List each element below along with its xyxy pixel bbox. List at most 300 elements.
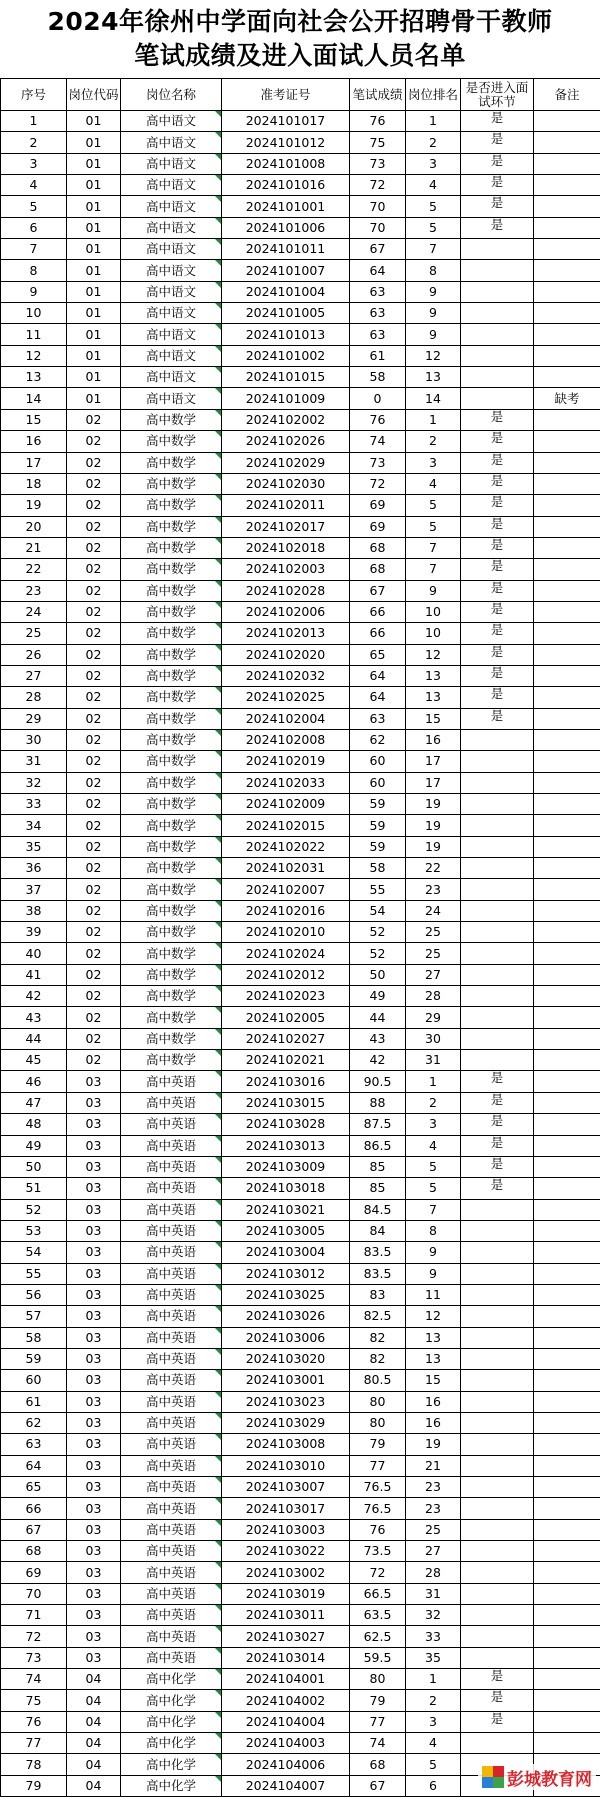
cell-rank: 31 bbox=[406, 1583, 461, 1604]
cell-interview: 是 bbox=[461, 217, 534, 238]
cell-remark bbox=[534, 1135, 600, 1156]
cell-exam-id: 2024104004 bbox=[222, 1711, 350, 1732]
cell-post-name: 高中数学 bbox=[121, 794, 222, 815]
cell-remark bbox=[534, 1284, 600, 1305]
cell-seq: 39 bbox=[1, 922, 67, 943]
cell-remark bbox=[534, 751, 600, 772]
cell-seq: 11 bbox=[1, 324, 67, 345]
cell-exam-id: 2024102007 bbox=[222, 879, 350, 900]
cell-seq: 63 bbox=[1, 1434, 67, 1455]
cell-remark bbox=[534, 665, 600, 686]
table-row bbox=[1, 495, 600, 516]
table-row bbox=[1, 111, 600, 132]
cell-seq: 50 bbox=[1, 1156, 67, 1177]
cell-seq: 37 bbox=[1, 879, 67, 900]
cell-post-code: 03 bbox=[67, 1220, 121, 1241]
cell-interview: 是 bbox=[461, 580, 534, 601]
cell-rank: 5 bbox=[406, 1178, 461, 1199]
table-row bbox=[1, 1370, 600, 1391]
cell-score: 76 bbox=[350, 1519, 406, 1540]
cell-remark bbox=[534, 964, 600, 985]
cell-post-name: 高中英语 bbox=[121, 1348, 222, 1369]
cell-rank: 9 bbox=[406, 1263, 461, 1284]
cell-post-name: 高中数学 bbox=[121, 601, 222, 622]
cell-exam-id: 2024102016 bbox=[222, 900, 350, 921]
cell-interview bbox=[461, 1391, 534, 1412]
header-exam-id: 准考证号 bbox=[222, 79, 350, 111]
cell-interview: 是 bbox=[461, 1690, 534, 1711]
header-score: 笔试成绩 bbox=[350, 79, 406, 111]
cell-seq: 69 bbox=[1, 1562, 67, 1583]
cell-seq: 25 bbox=[1, 623, 67, 644]
cell-post-code: 03 bbox=[67, 1583, 121, 1604]
cell-interview bbox=[461, 367, 534, 388]
table-row bbox=[1, 964, 600, 985]
cell-exam-id: 2024102031 bbox=[222, 858, 350, 879]
cell-seq: 75 bbox=[1, 1690, 67, 1711]
cell-post-code: 03 bbox=[67, 1178, 121, 1199]
cell-post-name: 高中英语 bbox=[121, 1178, 222, 1199]
cell-interview bbox=[461, 1498, 534, 1519]
cell-post-code: 01 bbox=[67, 217, 121, 238]
cell-exam-id: 2024101006 bbox=[222, 217, 350, 238]
cell-post-code: 02 bbox=[67, 431, 121, 452]
cell-remark bbox=[534, 1733, 600, 1754]
cell-rank: 13 bbox=[406, 687, 461, 708]
cell-interview bbox=[461, 858, 534, 879]
cell-score: 52 bbox=[350, 943, 406, 964]
cell-remark bbox=[534, 943, 600, 964]
cell-interview bbox=[461, 324, 534, 345]
cell-post-code: 02 bbox=[67, 964, 121, 985]
cell-post-name: 高中英语 bbox=[121, 1412, 222, 1433]
cell-post-code: 02 bbox=[67, 687, 121, 708]
cell-exam-id: 2024104006 bbox=[222, 1754, 350, 1775]
cell-remark bbox=[534, 1348, 600, 1369]
cell-seq: 4 bbox=[1, 175, 67, 196]
cell-seq: 73 bbox=[1, 1647, 67, 1668]
cell-seq: 6 bbox=[1, 217, 67, 238]
cell-post-code: 03 bbox=[67, 1562, 121, 1583]
cell-remark bbox=[534, 1199, 600, 1220]
cell-seq: 5 bbox=[1, 196, 67, 217]
cell-interview: 是 bbox=[461, 452, 534, 473]
cell-post-code: 04 bbox=[67, 1690, 121, 1711]
cell-remark bbox=[534, 196, 600, 217]
cell-post-name: 高中英语 bbox=[121, 1498, 222, 1519]
cell-rank: 27 bbox=[406, 1541, 461, 1562]
cell-exam-id: 2024102017 bbox=[222, 516, 350, 537]
cell-interview bbox=[461, 303, 534, 324]
cell-rank: 13 bbox=[406, 1327, 461, 1348]
cell-remark bbox=[534, 900, 600, 921]
cell-post-name: 高中数学 bbox=[121, 473, 222, 494]
cell-post-name: 高中数学 bbox=[121, 1007, 222, 1028]
cell-seq: 70 bbox=[1, 1583, 67, 1604]
cell-interview bbox=[461, 986, 534, 1007]
cell-exam-id: 2024104001 bbox=[222, 1669, 350, 1690]
cell-interview bbox=[461, 900, 534, 921]
watermark-text: 彭城教育网 bbox=[507, 1765, 592, 1790]
table-row bbox=[1, 1562, 600, 1583]
page-title-line2: 笔试成绩及进入面试人员名单 bbox=[0, 38, 600, 74]
cell-post-code: 02 bbox=[67, 452, 121, 473]
table-row bbox=[1, 1412, 600, 1433]
cell-seq: 28 bbox=[1, 687, 67, 708]
cell-interview: 是 bbox=[461, 1178, 534, 1199]
cell-exam-id: 2024103023 bbox=[222, 1391, 350, 1412]
cell-seq: 16 bbox=[1, 431, 67, 452]
cell-remark bbox=[534, 794, 600, 815]
table-row bbox=[1, 623, 600, 644]
cell-rank: 9 bbox=[406, 1242, 461, 1263]
cell-post-code: 02 bbox=[67, 900, 121, 921]
cell-remark bbox=[534, 1071, 600, 1092]
cell-interview bbox=[461, 1733, 534, 1754]
cell-score: 76 bbox=[350, 409, 406, 430]
table-row bbox=[1, 345, 600, 366]
cell-interview: 是 bbox=[461, 644, 534, 665]
cell-rank: 25 bbox=[406, 922, 461, 943]
cell-post-code: 02 bbox=[67, 794, 121, 815]
header-seq: 序号 bbox=[1, 79, 67, 111]
cell-exam-id: 2024102021 bbox=[222, 1050, 350, 1071]
cell-seq: 67 bbox=[1, 1519, 67, 1540]
cell-exam-id: 2024103020 bbox=[222, 1348, 350, 1369]
cell-post-name: 高中数学 bbox=[121, 858, 222, 879]
cell-remark bbox=[534, 1605, 600, 1626]
table-row bbox=[1, 1050, 600, 1071]
cell-post-name: 高中数学 bbox=[121, 452, 222, 473]
cell-exam-id: 2024104002 bbox=[222, 1690, 350, 1711]
cell-seq: 24 bbox=[1, 601, 67, 622]
cell-post-name: 高中语文 bbox=[121, 260, 222, 281]
cell-post-code: 03 bbox=[67, 1306, 121, 1327]
cell-post-name: 高中数学 bbox=[121, 431, 222, 452]
cell-remark bbox=[534, 1370, 600, 1391]
cell-interview: 是 bbox=[461, 1669, 534, 1690]
table-row bbox=[1, 1626, 600, 1647]
cell-seq: 10 bbox=[1, 303, 67, 324]
cell-rank: 11 bbox=[406, 1284, 461, 1305]
cell-seq: 44 bbox=[1, 1028, 67, 1049]
cell-post-name: 高中化学 bbox=[121, 1754, 222, 1775]
table-row bbox=[1, 1242, 600, 1263]
cell-post-name: 高中语文 bbox=[121, 239, 222, 260]
cell-post-code: 01 bbox=[67, 132, 121, 153]
cell-remark bbox=[534, 537, 600, 558]
cell-exam-id: 2024101012 bbox=[222, 132, 350, 153]
table-row bbox=[1, 1711, 600, 1732]
cell-interview bbox=[461, 1284, 534, 1305]
cell-exam-id: 2024103007 bbox=[222, 1477, 350, 1498]
table-row bbox=[1, 1135, 600, 1156]
cell-exam-id: 2024102024 bbox=[222, 943, 350, 964]
cell-score: 63 bbox=[350, 303, 406, 324]
cell-rank: 10 bbox=[406, 601, 461, 622]
cell-remark bbox=[534, 1669, 600, 1690]
cell-exam-id: 2024101009 bbox=[222, 388, 350, 409]
cell-exam-id: 2024102019 bbox=[222, 751, 350, 772]
cell-score: 66 bbox=[350, 623, 406, 644]
cell-seq: 48 bbox=[1, 1114, 67, 1135]
cell-post-name: 高中英语 bbox=[121, 1519, 222, 1540]
cell-rank: 13 bbox=[406, 367, 461, 388]
table-row bbox=[1, 1156, 600, 1177]
cell-score: 87.5 bbox=[350, 1114, 406, 1135]
cell-rank: 5 bbox=[406, 1156, 461, 1177]
cell-interview: 是 bbox=[461, 495, 534, 516]
cell-interview bbox=[461, 729, 534, 750]
cell-post-code: 03 bbox=[67, 1434, 121, 1455]
cell-rank: 25 bbox=[406, 943, 461, 964]
cell-remark bbox=[534, 1647, 600, 1668]
cell-post-code: 03 bbox=[67, 1541, 121, 1562]
cell-interview bbox=[461, 1028, 534, 1049]
cell-exam-id: 2024102029 bbox=[222, 452, 350, 473]
cell-rank: 10 bbox=[406, 623, 461, 644]
cell-post-code: 03 bbox=[67, 1071, 121, 1092]
cell-seq: 32 bbox=[1, 772, 67, 793]
cell-remark bbox=[534, 1412, 600, 1433]
cell-exam-id: 2024103012 bbox=[222, 1263, 350, 1284]
cell-exam-id: 2024103026 bbox=[222, 1306, 350, 1327]
table-row bbox=[1, 260, 600, 281]
cell-exam-id: 2024103005 bbox=[222, 1220, 350, 1241]
cell-remark bbox=[534, 1092, 600, 1113]
results-table bbox=[0, 78, 600, 1797]
cell-remark bbox=[534, 601, 600, 622]
cell-post-name: 高中语文 bbox=[121, 388, 222, 409]
table-row bbox=[1, 1669, 600, 1690]
cell-remark bbox=[534, 1220, 600, 1241]
cell-seq: 42 bbox=[1, 986, 67, 1007]
cell-exam-id: 2024102030 bbox=[222, 473, 350, 494]
cell-seq: 54 bbox=[1, 1242, 67, 1263]
cell-post-code: 03 bbox=[67, 1327, 121, 1348]
cell-seq: 15 bbox=[1, 409, 67, 430]
cell-seq: 20 bbox=[1, 516, 67, 537]
cell-post-name: 高中数学 bbox=[121, 879, 222, 900]
cell-post-name: 高中数学 bbox=[121, 986, 222, 1007]
cell-score: 72 bbox=[350, 473, 406, 494]
cell-interview: 是 bbox=[461, 537, 534, 558]
cell-rank: 29 bbox=[406, 1007, 461, 1028]
cell-seq: 51 bbox=[1, 1178, 67, 1199]
cell-rank: 3 bbox=[406, 1711, 461, 1732]
cell-post-code: 03 bbox=[67, 1135, 121, 1156]
table-row bbox=[1, 1348, 600, 1369]
cell-interview bbox=[461, 1434, 534, 1455]
cell-post-name: 高中数学 bbox=[121, 836, 222, 857]
cell-post-name: 高中数学 bbox=[121, 495, 222, 516]
table-row bbox=[1, 601, 600, 622]
table-row bbox=[1, 1605, 600, 1626]
cell-rank: 5 bbox=[406, 516, 461, 537]
cell-interview bbox=[461, 1583, 534, 1604]
table-row bbox=[1, 559, 600, 580]
cell-interview: 是 bbox=[461, 1092, 534, 1113]
cell-score: 73 bbox=[350, 452, 406, 473]
cell-score: 88 bbox=[350, 1092, 406, 1113]
cell-post-name: 高中数学 bbox=[121, 729, 222, 750]
cell-rank: 16 bbox=[406, 1391, 461, 1412]
cell-score: 59 bbox=[350, 836, 406, 857]
cell-post-code: 01 bbox=[67, 367, 121, 388]
cell-interview bbox=[461, 1455, 534, 1476]
table-row bbox=[1, 1028, 600, 1049]
cell-remark bbox=[534, 217, 600, 238]
cell-score: 76.5 bbox=[350, 1498, 406, 1519]
header-post-code: 岗位代码 bbox=[67, 79, 121, 111]
cell-exam-id: 2024102003 bbox=[222, 559, 350, 580]
cell-exam-id: 2024102033 bbox=[222, 772, 350, 793]
cell-exam-id: 2024103022 bbox=[222, 1541, 350, 1562]
cell-score: 77 bbox=[350, 1711, 406, 1732]
cell-post-name: 高中数学 bbox=[121, 580, 222, 601]
cell-post-code: 02 bbox=[67, 473, 121, 494]
cell-seq: 61 bbox=[1, 1391, 67, 1412]
table-row bbox=[1, 900, 600, 921]
cell-exam-id: 2024102028 bbox=[222, 580, 350, 601]
cell-interview bbox=[461, 836, 534, 857]
cell-rank: 23 bbox=[406, 1498, 461, 1519]
cell-score: 44 bbox=[350, 1007, 406, 1028]
cell-rank: 3 bbox=[406, 153, 461, 174]
table-body bbox=[1, 111, 600, 1797]
table-row bbox=[1, 1263, 600, 1284]
cell-interview bbox=[461, 1199, 534, 1220]
cell-score: 55 bbox=[350, 879, 406, 900]
cell-post-name: 高中语文 bbox=[121, 111, 222, 132]
cell-exam-id: 2024101008 bbox=[222, 153, 350, 174]
cell-interview bbox=[461, 815, 534, 836]
cell-score: 70 bbox=[350, 217, 406, 238]
cell-exam-id: 2024102008 bbox=[222, 729, 350, 750]
cell-score: 63 bbox=[350, 708, 406, 729]
cell-post-code: 02 bbox=[67, 772, 121, 793]
cell-post-code: 02 bbox=[67, 922, 121, 943]
cell-post-code: 02 bbox=[67, 409, 121, 430]
table-row bbox=[1, 409, 600, 430]
cell-exam-id: 2024103016 bbox=[222, 1071, 350, 1092]
cell-post-code: 03 bbox=[67, 1199, 121, 1220]
cell-remark bbox=[534, 1327, 600, 1348]
cell-interview bbox=[461, 1327, 534, 1348]
cell-score: 63.5 bbox=[350, 1605, 406, 1626]
cell-interview bbox=[461, 1562, 534, 1583]
cell-remark bbox=[534, 495, 600, 516]
cell-post-name: 高中语文 bbox=[121, 153, 222, 174]
cell-exam-id: 2024102015 bbox=[222, 815, 350, 836]
cell-remark bbox=[534, 644, 600, 665]
cell-score: 68 bbox=[350, 537, 406, 558]
cell-post-code: 02 bbox=[67, 665, 121, 686]
cell-rank: 1 bbox=[406, 409, 461, 430]
cell-remark bbox=[534, 559, 600, 580]
cell-score: 79 bbox=[350, 1434, 406, 1455]
cell-interview bbox=[461, 1519, 534, 1540]
cell-score: 63 bbox=[350, 324, 406, 345]
cell-exam-id: 2024104003 bbox=[222, 1733, 350, 1754]
cell-post-name: 高中英语 bbox=[121, 1263, 222, 1284]
cell-rank: 1 bbox=[406, 111, 461, 132]
cell-seq: 21 bbox=[1, 537, 67, 558]
cell-interview: 是 bbox=[461, 1071, 534, 1092]
cell-seq: 74 bbox=[1, 1669, 67, 1690]
cell-remark bbox=[534, 281, 600, 302]
table-row bbox=[1, 1519, 600, 1540]
cell-exam-id: 2024102023 bbox=[222, 986, 350, 1007]
cell-exam-id: 2024102004 bbox=[222, 708, 350, 729]
cell-post-code: 02 bbox=[67, 516, 121, 537]
cell-post-code: 04 bbox=[67, 1733, 121, 1754]
cell-exam-id: 2024103019 bbox=[222, 1583, 350, 1604]
cell-seq: 2 bbox=[1, 132, 67, 153]
cell-exam-id: 2024102006 bbox=[222, 601, 350, 622]
cell-rank: 35 bbox=[406, 1647, 461, 1668]
cell-seq: 26 bbox=[1, 644, 67, 665]
cell-seq: 71 bbox=[1, 1605, 67, 1626]
cell-score: 42 bbox=[350, 1050, 406, 1071]
cell-remark bbox=[534, 772, 600, 793]
cell-remark bbox=[534, 452, 600, 473]
cell-score: 70 bbox=[350, 196, 406, 217]
table-row bbox=[1, 1583, 600, 1604]
table-row bbox=[1, 1007, 600, 1028]
cell-post-code: 01 bbox=[67, 175, 121, 196]
cell-seq: 40 bbox=[1, 943, 67, 964]
cell-score: 60 bbox=[350, 751, 406, 772]
cell-exam-id: 2024103021 bbox=[222, 1199, 350, 1220]
cell-exam-id: 2024101001 bbox=[222, 196, 350, 217]
cell-exam-id: 2024102013 bbox=[222, 623, 350, 644]
cell-post-name: 高中化学 bbox=[121, 1711, 222, 1732]
cell-score: 84 bbox=[350, 1220, 406, 1241]
cell-interview: 是 bbox=[461, 111, 534, 132]
cell-post-name: 高中英语 bbox=[121, 1370, 222, 1391]
cell-rank: 24 bbox=[406, 900, 461, 921]
cell-exam-id: 2024101017 bbox=[222, 111, 350, 132]
cell-seq: 29 bbox=[1, 708, 67, 729]
cell-interview bbox=[461, 772, 534, 793]
cell-remark bbox=[534, 111, 600, 132]
cell-post-code: 02 bbox=[67, 1007, 121, 1028]
cell-post-code: 03 bbox=[67, 1412, 121, 1433]
table-row bbox=[1, 281, 600, 302]
cell-post-name: 高中数学 bbox=[121, 922, 222, 943]
cell-score: 63 bbox=[350, 281, 406, 302]
cell-seq: 55 bbox=[1, 1263, 67, 1284]
table-row bbox=[1, 1690, 600, 1711]
cell-post-code: 03 bbox=[67, 1370, 121, 1391]
cell-rank: 17 bbox=[406, 751, 461, 772]
cell-rank: 22 bbox=[406, 858, 461, 879]
cell-rank: 19 bbox=[406, 794, 461, 815]
cell-interview bbox=[461, 922, 534, 943]
cell-score: 83 bbox=[350, 1284, 406, 1305]
cell-interview: 是 bbox=[461, 665, 534, 686]
cell-rank: 23 bbox=[406, 1477, 461, 1498]
cell-exam-id: 2024104007 bbox=[222, 1775, 350, 1796]
cell-remark bbox=[534, 1028, 600, 1049]
cell-rank: 1 bbox=[406, 1669, 461, 1690]
cell-rank: 7 bbox=[406, 537, 461, 558]
cell-seq: 66 bbox=[1, 1498, 67, 1519]
cell-rank: 31 bbox=[406, 1050, 461, 1071]
table-row bbox=[1, 665, 600, 686]
cell-score: 74 bbox=[350, 1733, 406, 1754]
